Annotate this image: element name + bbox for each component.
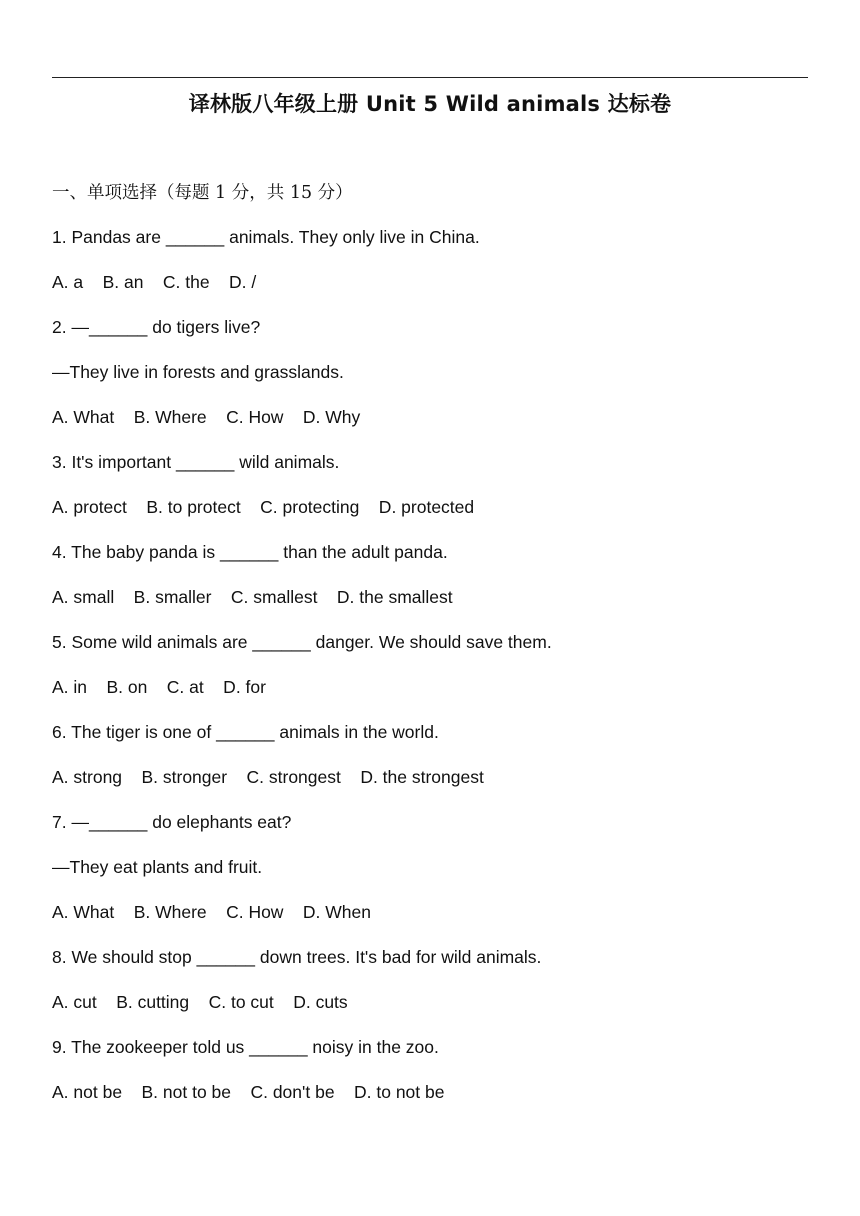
question-text: 7. —______ do elephants eat? <box>52 812 292 832</box>
question-text: 4. The baby panda is ______ than the adult panda. <box>52 542 448 562</box>
question-text: 1. Pandas are ______ animals. They only live in China. <box>52 227 480 247</box>
answer-options: A. in B. on C. at D. for <box>52 677 266 697</box>
header-rule <box>52 77 808 78</box>
answer-options: A. What B. Where C. How D. Why <box>52 407 361 427</box>
question-text: 3. It's important ______ wild animals. <box>52 452 340 472</box>
question-text: 5. Some wild animals are ______ danger. We should save them. <box>52 632 552 652</box>
question-list <box>52 225 822 1125</box>
question-text: 2. —______ do tigers live? <box>52 317 261 337</box>
answer-options: A. a B. an C. the D. / <box>52 272 257 292</box>
dialogue-answer: —They eat plants and fruit. <box>52 857 263 877</box>
answer-options: A. not be B. not to be C. don't be D. to not be <box>52 1082 445 1102</box>
answer-options: A. strong B. stronger C. strongest D. the strongest <box>52 767 484 787</box>
answer-options: A. small B. smaller C. smallest D. the smallest <box>52 587 453 607</box>
question-text: 9. The zookeeper told us ______ noisy in the zoo. <box>52 1037 439 1057</box>
page-title: 译林版八年级上册 Unit 5 Wild animals 达标卷 <box>188 92 672 116</box>
answer-options: A. What B. Where C. How D. When <box>52 902 371 922</box>
question-text: 6. The tiger is one of ______ animals in the world. <box>52 722 439 742</box>
answer-options: A. cut B. cutting C. to cut D. cuts <box>52 992 348 1012</box>
question-text: 8. We should stop ______ down trees. It's bad for wild animals. <box>52 947 542 967</box>
answer-options: A. protect B. to protect C. protecting D. protected <box>52 497 475 517</box>
dialogue-answer: —They live in forests and grasslands. <box>52 362 344 382</box>
section-heading: 一、单项选择（每题 1 分，共 15 分） <box>52 183 353 203</box>
